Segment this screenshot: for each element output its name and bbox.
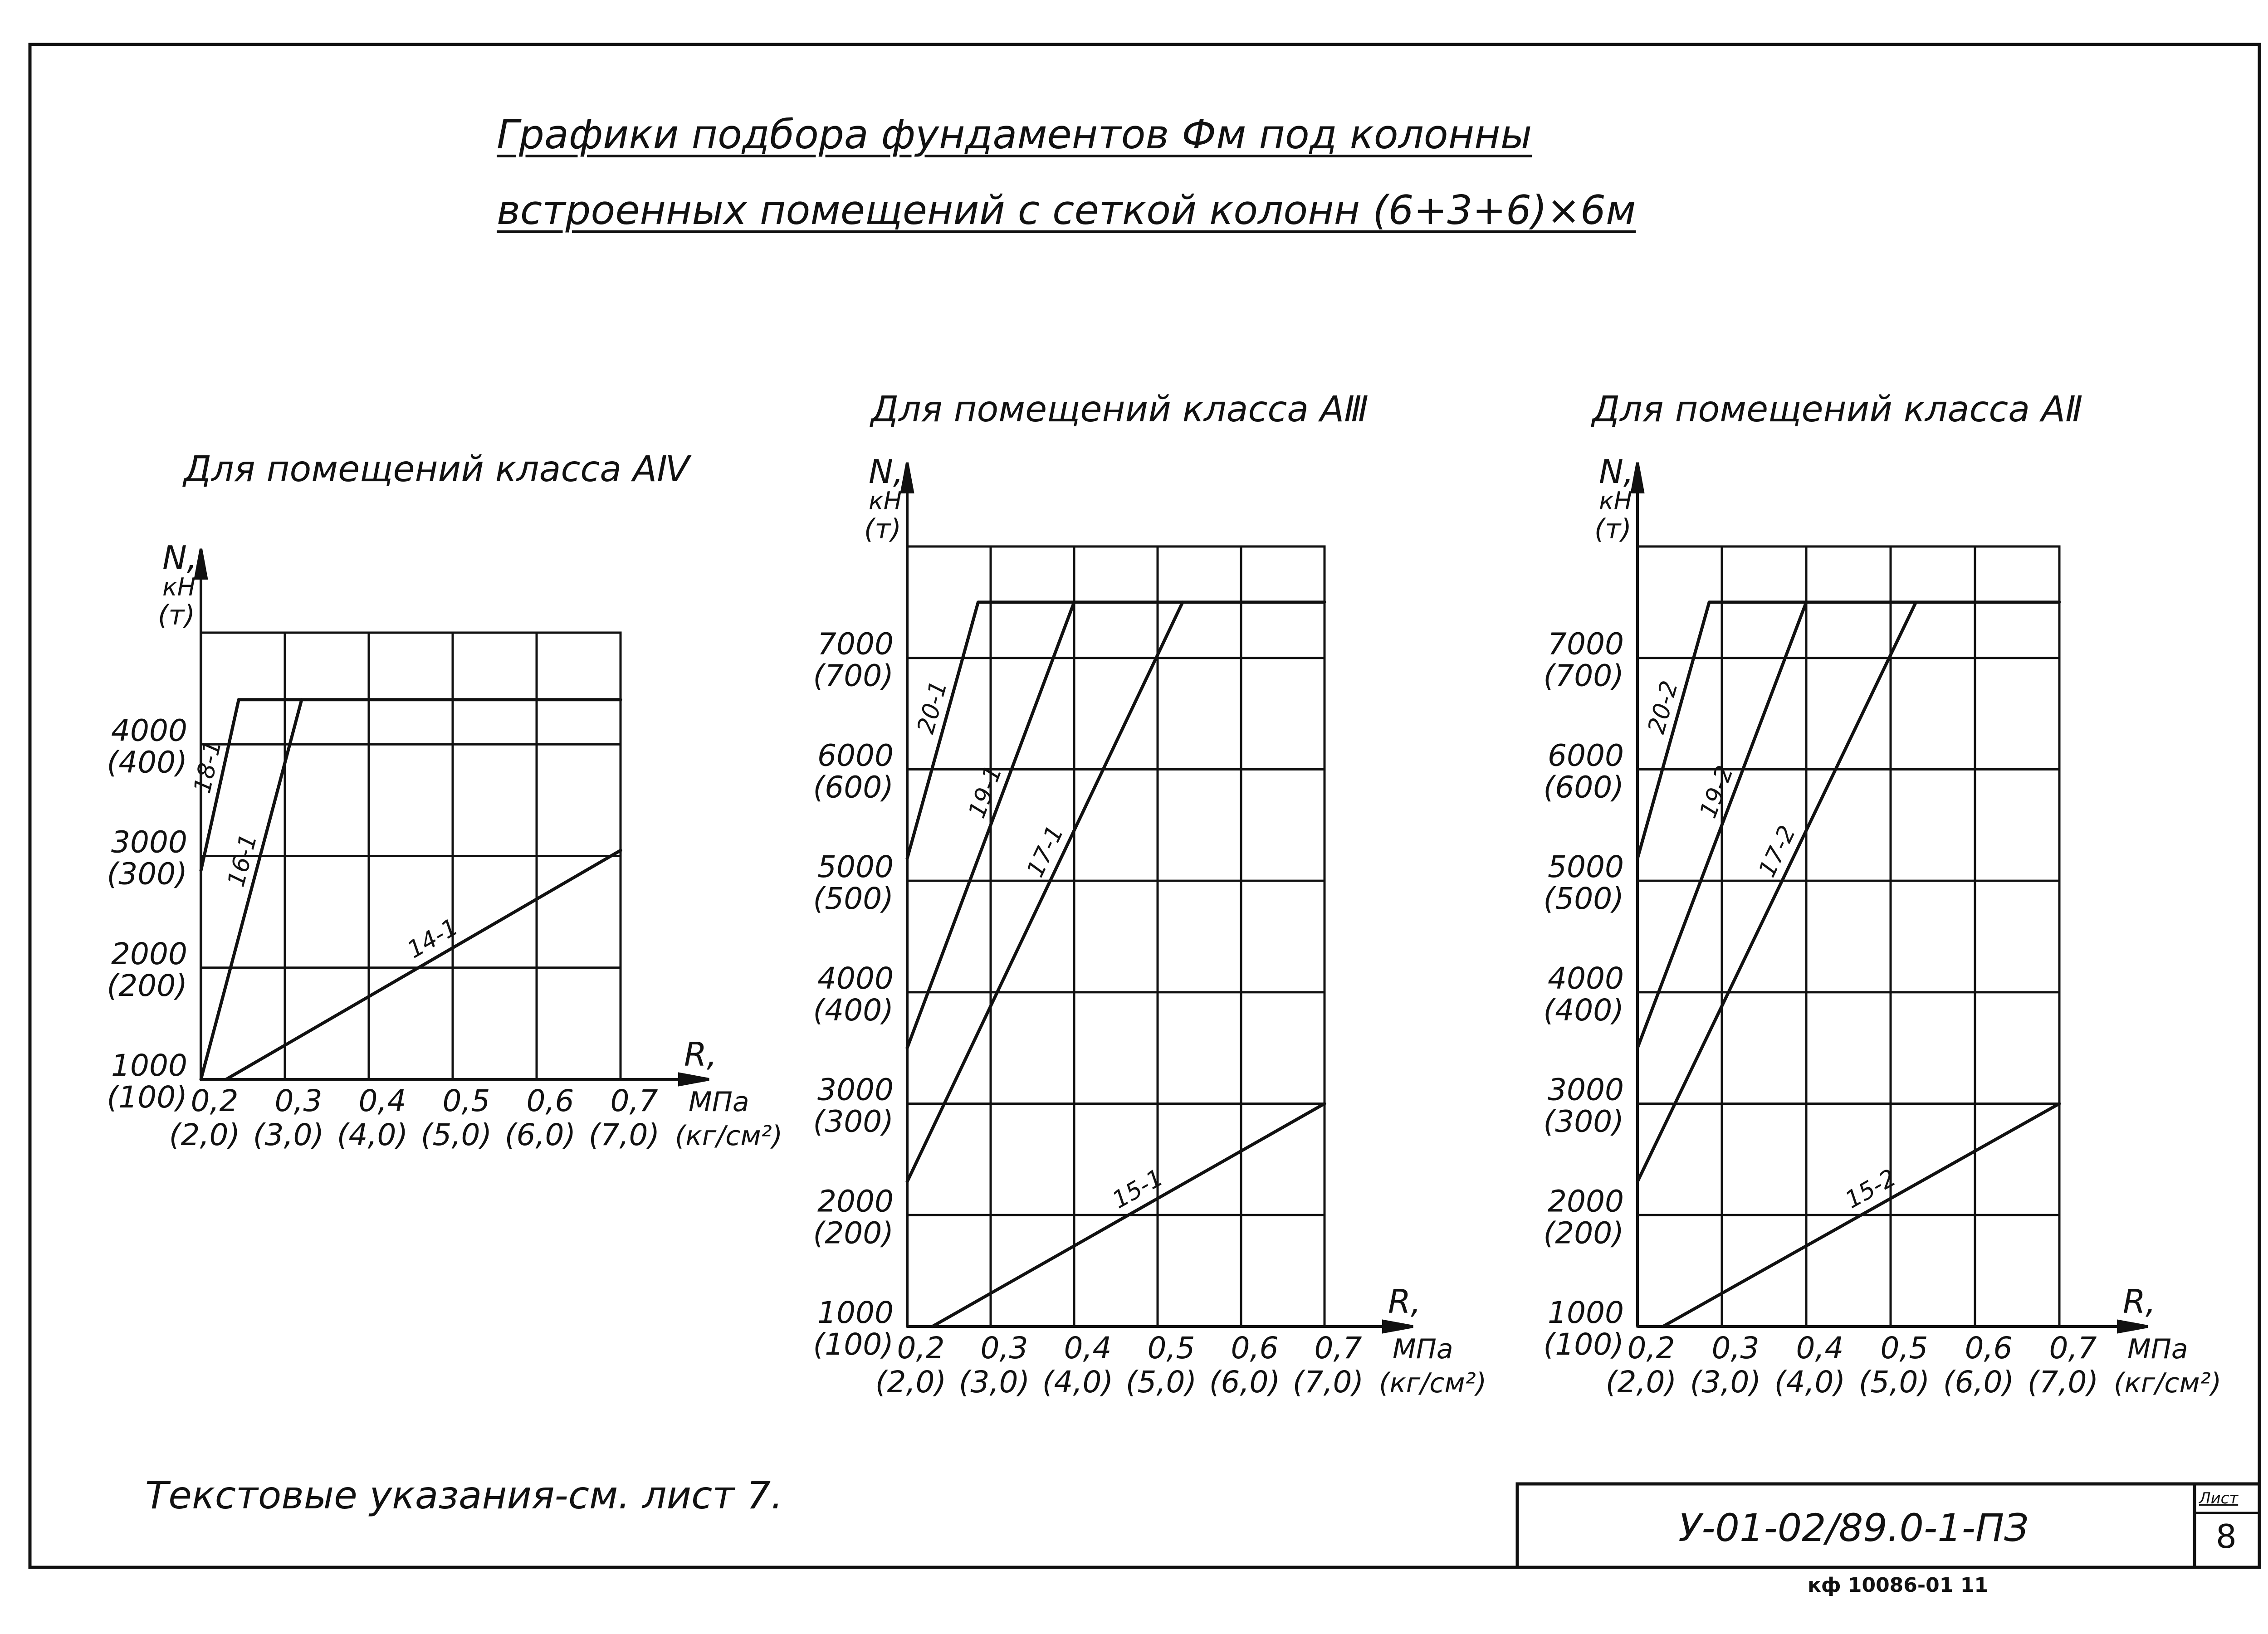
x-tick-sublabel: (7,0) bbox=[1292, 1365, 1364, 1400]
chart-2-series bbox=[907, 602, 1325, 1327]
x-tick-sublabel: (6,0) bbox=[504, 1117, 576, 1152]
y-tick-label: 4000 bbox=[111, 713, 187, 748]
x-tick-label: 0,4 bbox=[1064, 1331, 1112, 1366]
y-tick-sublabel: (100) bbox=[813, 1327, 894, 1362]
x-tick-label: 0,4 bbox=[1796, 1331, 1844, 1366]
text-reference-note: Текстовые указания-см. лист 7. bbox=[145, 1473, 783, 1517]
x-axis-arrow bbox=[679, 1074, 709, 1085]
x-axis-unit: МПа bbox=[2127, 1333, 2188, 1365]
page-subtitle: встроенных помещений с сеткой колонн (6+3+6)×6м bbox=[497, 187, 1636, 234]
chart-1 bbox=[107, 539, 783, 1152]
x-axis-unit-alt: (кг/см²) bbox=[675, 1120, 783, 1152]
series-label-14-1: 14-1 bbox=[403, 913, 463, 964]
x-tick-sublabel: (5,0) bbox=[1125, 1365, 1197, 1400]
x-tick-label: 0,5 bbox=[442, 1083, 490, 1118]
x-tick-sublabel: (2,0) bbox=[875, 1365, 947, 1400]
x-axis-unit-alt: (кг/см²) bbox=[1379, 1367, 1487, 1399]
y-tick-sublabel: (200) bbox=[107, 968, 187, 1003]
x-tick-label: 0,4 bbox=[358, 1083, 406, 1118]
series-label-19-1: 19-1 bbox=[963, 762, 1008, 822]
series-label-15-2: 15-2 bbox=[1841, 1164, 1901, 1214]
y-tick-sublabel: (300) bbox=[107, 856, 187, 892]
y-tick-sublabel: (300) bbox=[813, 1104, 894, 1139]
y-axis-label-unit: кН bbox=[1599, 487, 1633, 515]
plot-frame bbox=[1637, 546, 2059, 1327]
x-tick-label: 0,3 bbox=[1711, 1331, 1760, 1366]
x-tick-label: 0,2 bbox=[191, 1083, 239, 1118]
y-axis-label-unit-alt: (т) bbox=[864, 513, 901, 545]
y-tick-sublabel: (200) bbox=[813, 1215, 894, 1251]
sheet-label: Лист bbox=[2199, 1489, 2239, 1507]
y-axis-label-unit-alt: (т) bbox=[1594, 513, 1632, 545]
plot-frame bbox=[907, 546, 1325, 1327]
y-tick-label: 2000 bbox=[111, 936, 187, 971]
x-axis-label-symbol: R, bbox=[1388, 1283, 1421, 1321]
y-tick-sublabel: (100) bbox=[1543, 1327, 1624, 1362]
y-tick-sublabel: (300) bbox=[1543, 1104, 1624, 1139]
y-tick-sublabel: (700) bbox=[1543, 658, 1624, 693]
x-tick-label: 0,7 bbox=[610, 1083, 658, 1118]
x-tick-label: 0,3 bbox=[980, 1331, 1028, 1366]
archive-code: кф 10086-01 11 bbox=[1808, 1574, 1988, 1597]
x-tick-sublabel: (3,0) bbox=[253, 1117, 324, 1152]
x-axis-unit: МПа bbox=[1393, 1333, 1453, 1365]
y-axis-label-symbol: N, bbox=[1599, 453, 1634, 491]
y-tick-label: 5000 bbox=[1548, 849, 1624, 885]
sheet-number: 8 bbox=[2216, 1517, 2237, 1556]
y-tick-sublabel: (500) bbox=[1543, 881, 1624, 917]
y-tick-label: 7000 bbox=[1548, 626, 1624, 662]
series-label-16-1: 16-1 bbox=[222, 831, 263, 890]
x-tick-label: 0,5 bbox=[1147, 1331, 1195, 1366]
y-tick-label: 5000 bbox=[817, 849, 894, 885]
x-tick-sublabel: (2,0) bbox=[169, 1117, 240, 1152]
x-tick-sublabel: (3,0) bbox=[958, 1365, 1030, 1400]
y-tick-sublabel: (200) bbox=[1543, 1215, 1624, 1251]
x-tick-label: 0,5 bbox=[1880, 1331, 1928, 1366]
y-tick-sublabel: (400) bbox=[813, 992, 894, 1028]
chart-3-series bbox=[1637, 602, 2059, 1327]
series-label-19-2: 19-2 bbox=[1694, 762, 1739, 822]
series-label-20-1: 20-1 bbox=[912, 678, 953, 737]
y-tick-sublabel: (600) bbox=[1543, 770, 1624, 805]
series-label-15-1: 15-1 bbox=[1108, 1164, 1168, 1215]
page-title: Графики подбора фундаментов Фм под колонны bbox=[497, 111, 1532, 158]
x-tick-label: 0,7 bbox=[2049, 1331, 2097, 1366]
x-axis-arrow bbox=[1383, 1321, 1413, 1332]
y-tick-label: 1000 bbox=[111, 1048, 187, 1083]
x-axis-unit-alt: (кг/см²) bbox=[2114, 1367, 2222, 1399]
chart2-subtitle: Для помещений класса АⅢ bbox=[871, 389, 1369, 430]
y-tick-label: 3000 bbox=[817, 1072, 894, 1107]
series-label-17-1: 17-1 bbox=[1022, 821, 1070, 882]
x-tick-sublabel: (6,0) bbox=[1943, 1365, 2014, 1400]
x-axis-arrow bbox=[2118, 1321, 2148, 1332]
y-tick-label: 6000 bbox=[1548, 738, 1624, 773]
chart-2-grid bbox=[907, 546, 1325, 1327]
chart3-subtitle: Для помещений класса АⅡ bbox=[1592, 389, 2083, 430]
x-tick-sublabel: (4,0) bbox=[1042, 1365, 1114, 1400]
chart1-subtitle: Для помещений класса АⅣ bbox=[184, 449, 690, 490]
x-tick-sublabel: (7,0) bbox=[588, 1117, 660, 1152]
y-tick-sublabel: (500) bbox=[813, 881, 894, 917]
y-tick-label: 6000 bbox=[817, 738, 894, 773]
document-code: У-01-02/89.0-1-ПЗ bbox=[1678, 1506, 2028, 1550]
x-tick-sublabel: (3,0) bbox=[1690, 1365, 1761, 1400]
chart-1-series bbox=[201, 700, 621, 1079]
x-tick-sublabel: (2,0) bbox=[1605, 1365, 1677, 1400]
x-tick-sublabel: (5,0) bbox=[420, 1117, 492, 1152]
series-label-20-2: 20-2 bbox=[1642, 678, 1684, 737]
x-axis-unit: МПа bbox=[689, 1086, 749, 1118]
x-tick-sublabel: (5,0) bbox=[1858, 1365, 1930, 1400]
x-tick-label: 0,6 bbox=[526, 1083, 574, 1118]
x-tick-label: 0,7 bbox=[1314, 1331, 1362, 1366]
chart-3 bbox=[1544, 453, 2222, 1400]
y-tick-sublabel: (700) bbox=[813, 658, 894, 693]
y-tick-label: 3000 bbox=[1548, 1072, 1624, 1107]
chart-2 bbox=[813, 453, 1487, 1400]
x-tick-label: 0,6 bbox=[1231, 1331, 1279, 1366]
y-tick-sublabel: (400) bbox=[1543, 992, 1624, 1028]
x-tick-label: 0,3 bbox=[274, 1083, 323, 1118]
y-axis-label-unit: кН bbox=[869, 487, 902, 515]
y-tick-sublabel: (400) bbox=[107, 745, 187, 780]
series-label-18-1: 18-1 bbox=[189, 737, 227, 796]
x-tick-sublabel: (6,0) bbox=[1209, 1365, 1281, 1400]
y-tick-label: 4000 bbox=[1548, 961, 1624, 996]
x-tick-sublabel: (4,0) bbox=[337, 1117, 408, 1152]
x-tick-sublabel: (4,0) bbox=[1774, 1365, 1846, 1400]
y-tick-sublabel: (600) bbox=[813, 770, 894, 805]
x-axis-label-symbol: R, bbox=[684, 1035, 717, 1073]
y-axis-label-symbol: N, bbox=[162, 539, 197, 577]
y-tick-label: 3000 bbox=[111, 824, 187, 860]
y-axis-label-unit-alt: (т) bbox=[158, 600, 195, 631]
y-axis-label-unit: кН bbox=[162, 573, 196, 601]
y-tick-label: 7000 bbox=[817, 626, 894, 662]
chart-3-grid bbox=[1637, 546, 2059, 1327]
y-axis-label-symbol: N, bbox=[869, 453, 904, 491]
x-tick-label: 0,6 bbox=[1965, 1331, 2013, 1366]
y-tick-sublabel: (100) bbox=[107, 1080, 187, 1115]
y-tick-label: 2000 bbox=[1548, 1184, 1624, 1219]
y-tick-label: 1000 bbox=[1548, 1295, 1624, 1330]
y-tick-label: 4000 bbox=[817, 961, 894, 996]
y-tick-label: 2000 bbox=[817, 1184, 894, 1219]
x-axis-label-symbol: R, bbox=[2123, 1283, 2156, 1321]
series-label-17-2: 17-2 bbox=[1753, 821, 1801, 882]
x-tick-label: 0,2 bbox=[897, 1331, 945, 1366]
x-tick-label: 0,2 bbox=[1627, 1331, 1675, 1366]
x-tick-sublabel: (7,0) bbox=[2027, 1365, 2099, 1400]
y-tick-label: 1000 bbox=[817, 1295, 894, 1330]
